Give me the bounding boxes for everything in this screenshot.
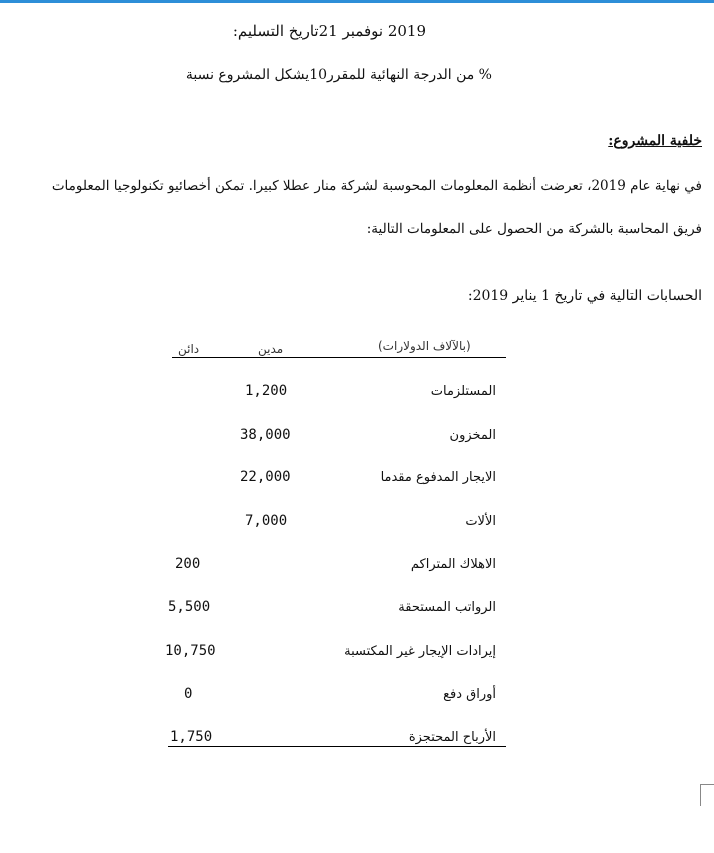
column-header-rule xyxy=(172,357,506,358)
credit-value-notes-payable: 0 xyxy=(184,686,193,702)
credit-value-accumulated-depreciation: 200 xyxy=(175,556,201,572)
debit-value-supplies: 1,200 xyxy=(245,383,288,399)
credit-value-retained-earnings: 1,750 xyxy=(170,729,213,745)
delivery-date: 2019 نوفمبر 21تاريخ التسليم: xyxy=(232,22,426,40)
column-header-debit: مدين xyxy=(258,342,284,356)
column-header-credit: دائن xyxy=(178,342,200,356)
debit-value-prepaid-rent: 22,000 xyxy=(240,469,291,485)
column-header-unit: (بالآلاف الدولارات) xyxy=(378,339,471,353)
weight-note: % من الدرجة النهائية للمقرر10يشكل المشروع نسبة xyxy=(185,67,492,83)
credit-value-unearned-rent: 10,750 xyxy=(165,643,216,659)
account-label-retained-earnings: الأرباح المحتجزة xyxy=(408,730,496,745)
account-label-notes-payable: أوراق دفع xyxy=(443,687,496,702)
account-label-prepaid-rent: الايجار المدفوع مقدما xyxy=(380,470,496,485)
window-top-bar xyxy=(0,0,714,3)
account-label-machinery: الألات xyxy=(465,514,496,529)
credit-value-accrued-salaries: 5,500 xyxy=(168,599,211,615)
account-label-accrued-salaries: الرواتب المستحقة xyxy=(398,600,496,615)
debit-value-machinery: 7,000 xyxy=(245,513,288,529)
section-heading-background: خلفية المشروع: xyxy=(608,133,702,149)
debit-value-inventory: 38,000 xyxy=(240,427,291,443)
account-label-inventory: المخزون xyxy=(449,428,496,443)
table-bottom-rule xyxy=(168,746,506,747)
account-label-supplies: المستلزمات xyxy=(430,384,496,399)
account-label-unearned-rent: إيرادات الإيجار غير المكتسبة xyxy=(344,644,496,659)
page-corner-mark-h xyxy=(700,784,714,785)
background-paragraph-line1: في نهاية عام 2019، تعرضت أنظمة المعلومات المحوسبة لشركة منار عطلا كبيرا. تمكن أخصائيو تكنولوجيا المعلومات xyxy=(51,178,702,194)
account-label-accumulated-depreciation: الاهلاك المتراكم xyxy=(410,557,496,572)
accounts-intro: الحسابات التالية في تاريخ 1 يناير 2019: xyxy=(467,288,702,304)
page-corner-mark xyxy=(700,784,701,806)
background-paragraph-line2: فريق المحاسبة بالشركة من الحصول على المعلومات التالية: xyxy=(366,221,702,237)
